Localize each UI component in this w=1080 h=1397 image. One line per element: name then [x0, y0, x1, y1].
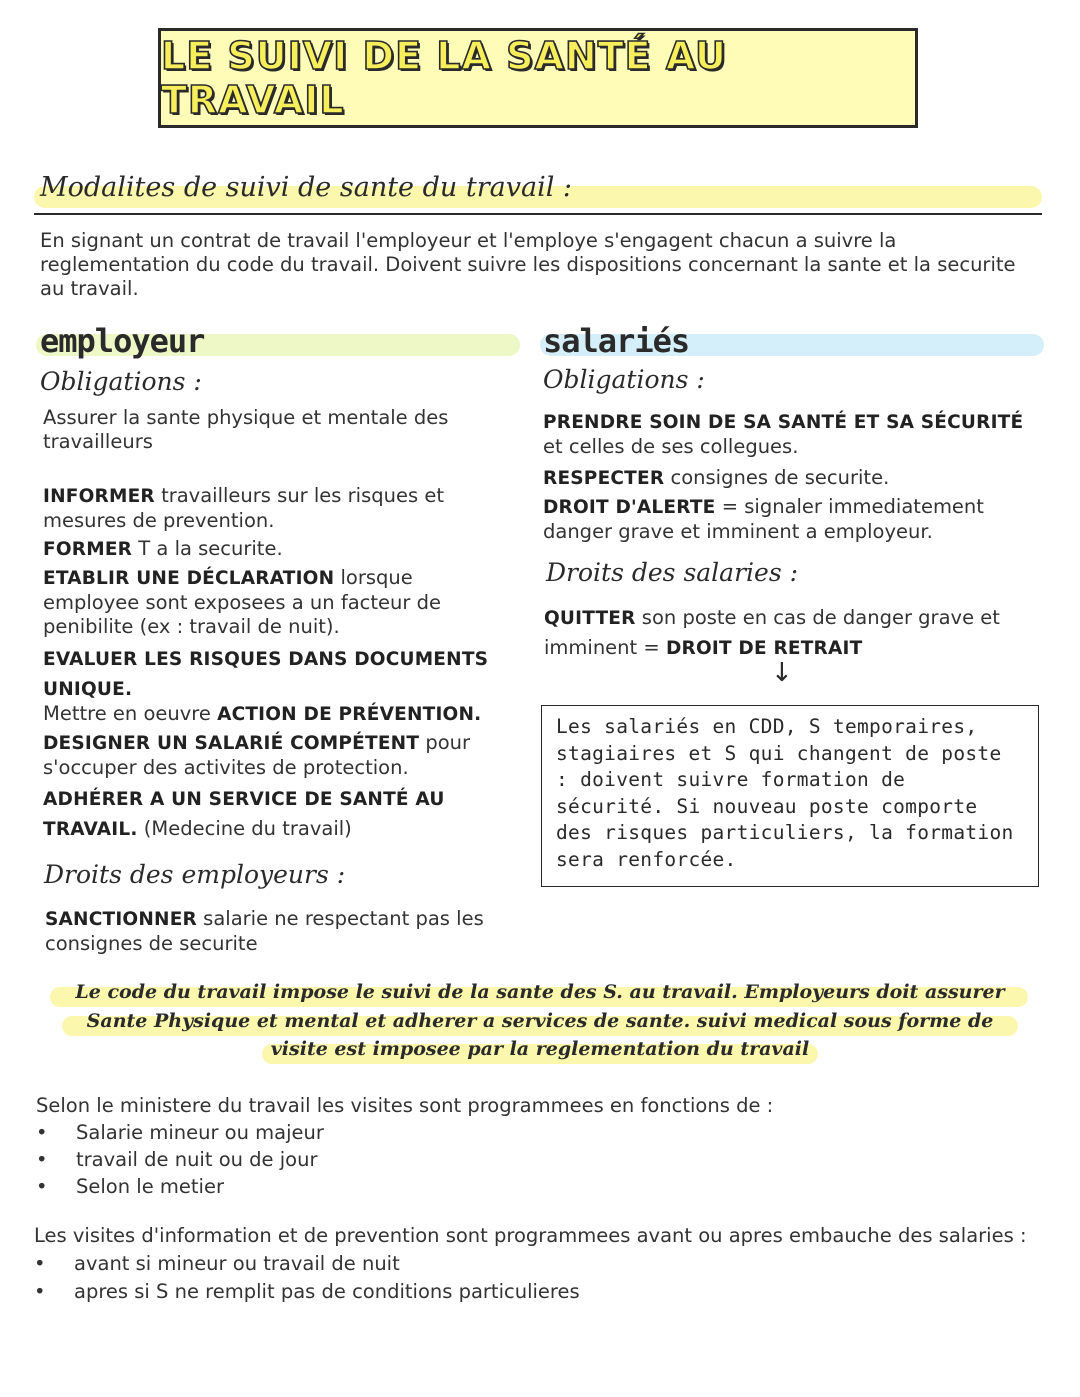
list-item: • avant si mineur ou travail de nuit	[34, 1250, 1034, 1278]
designer-bold: DESIGNER UN SALARIÉ COMPÉTENT	[43, 733, 420, 754]
summary-line: Le code du travail impose le suivi de la sante des S. au travail. Employeurs doit assurer	[75, 981, 1005, 1003]
retrait-bold: DROIT DE RETRAIT	[665, 638, 863, 659]
prevention-list	[34, 1250, 1034, 1306]
page-title: LE SUIVI DE LA SANTÉ AU TRAVAIL	[161, 34, 727, 122]
employeur-former	[43, 537, 513, 562]
list-item: • apres si S ne remplit pas de conditions particulieres	[34, 1278, 1034, 1306]
list-item: • Salarie mineur ou majeur	[36, 1119, 1046, 1146]
visites-intro: Selon le ministere du travail les visites sont programmees en fonctions de :	[36, 1094, 774, 1117]
prevention-intro: Les visites d'information et de prevention sont programmees avant ou apres embauche des salaries :	[34, 1224, 1027, 1247]
employeur-evaluer	[43, 644, 513, 704]
salaries-quitter	[544, 603, 1014, 663]
list-item: • Selon le metier	[36, 1173, 1046, 1200]
section-heading-modalites: Modalites de suivi de sante du travail :	[40, 172, 573, 203]
employeur-designer	[43, 731, 513, 780]
sanctionner-bold: SANCTIONNER	[45, 909, 197, 930]
summary-line: Sante Physique et mental et adherer a services de sante. suivi medical sous forme de	[86, 1009, 994, 1032]
evaluer-bold: EVALUER LES RISQUES DANS DOCUMENTS UNIQUE.	[43, 649, 489, 700]
employeur-mettre	[43, 702, 513, 727]
sanctionner-text: salarie ne respectant pas les consignes de securite	[45, 907, 484, 955]
title-box	[158, 28, 918, 128]
divider	[34, 213, 1042, 215]
etablir-text: lorsque employee sont exposees a un facteur de penibilite (ex : travail de nuit).	[43, 566, 441, 638]
formation-box	[541, 705, 1039, 887]
employeur-droits-heading: Droits des employeurs :	[44, 860, 346, 889]
former-text: T a la securite.	[132, 537, 283, 560]
employeur-heading: employeur	[40, 322, 205, 360]
salaries-heading: salariés	[543, 322, 690, 360]
prendre-text: et celles de ses collegues.	[543, 435, 799, 458]
mettre-text: Mettre en oeuvre	[43, 702, 218, 725]
quitter-bold: QUITTER	[544, 608, 636, 629]
employeur-paragraph-sante: Assurer la sante physique et mentale des travailleurs	[43, 406, 449, 453]
summary-line: visite est imposee par la reglementation du travail	[270, 1038, 810, 1060]
summary-block	[44, 978, 1036, 1064]
etablir-bold: ETABLIR UNE DÉCLARATION	[43, 568, 335, 589]
informer-bold: INFORMER	[43, 486, 155, 507]
former-bold: FORMER	[43, 539, 133, 560]
salaries-obligations-heading: Obligations :	[543, 365, 705, 394]
adherer-bold: ADHÉRER A UN SERVICE DE SANTÉ AU TRAVAIL.	[43, 789, 445, 840]
arrow-down-icon: ↓	[771, 658, 793, 688]
designer-text: pour s'occuper des activites de protection.	[43, 731, 471, 779]
salaries-respecter	[543, 466, 1033, 491]
quitter-text: son poste en cas de danger grave et imminent =	[544, 606, 1000, 659]
respecter-text: consignes de securite.	[664, 466, 890, 489]
employeur-informer	[43, 484, 513, 533]
adherer-text: (Medecine du travail)	[137, 817, 352, 840]
alerte-text: = signaler immediatement danger grave et imminent a employeur.	[543, 495, 984, 543]
prevention-section	[34, 1224, 1034, 1306]
list-item: • travail de nuit ou de jour	[36, 1146, 1046, 1173]
employeur-obligations-heading: Obligations :	[40, 367, 202, 396]
visites-list	[36, 1119, 1046, 1200]
prendre-bold: PRENDRE SOIN DE SA SANTÉ ET SA SÉCURITÉ	[543, 412, 1024, 433]
visites-section	[36, 1092, 1046, 1200]
employeur-sanctionner	[45, 907, 485, 956]
formation-text: Les salariés en CDD, S temporaires, stagiaires et S qui changent de poste : doivent suivre formation de sécurité. Si nouveau poste comporte des risques particuliers, la formation sera renforcée.	[556, 715, 1014, 871]
informer-text: travailleurs sur les risques et mesures de prevention.	[43, 484, 444, 532]
salaries-prendre	[543, 410, 1033, 459]
salaries-alerte	[543, 495, 1003, 544]
salaries-droits-heading: Droits des salaries :	[546, 558, 799, 587]
intro-paragraph: En signant un contrat de travail l'employeur et l'employe s'engagent chacun a suivre la reglementation du code du travail. Doivent suivre les dispositions concernant la sante et la securite au travail.	[40, 229, 1016, 300]
employeur-etablir	[43, 566, 513, 639]
mettre-bold: ACTION DE PRÉVENTION.	[217, 704, 482, 725]
alerte-bold: DROIT D'ALERTE	[543, 497, 716, 518]
respecter-bold: RESPECTER	[543, 468, 665, 489]
employeur-adherer	[43, 784, 483, 844]
